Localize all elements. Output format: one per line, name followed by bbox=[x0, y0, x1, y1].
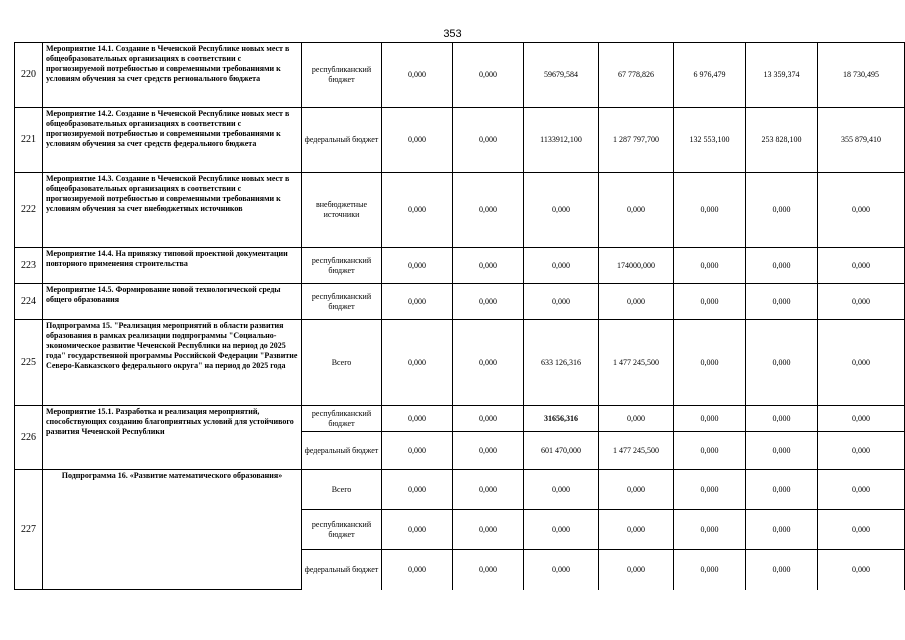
activity-name: Мероприятие 14.5. Формирование новой технологической среды общего образования bbox=[43, 284, 302, 320]
value-cell: 18 730,495 bbox=[818, 43, 905, 108]
funding-source: республиканский бюджет bbox=[302, 406, 382, 432]
table-row bbox=[15, 108, 905, 173]
value-cell: 0,000 bbox=[818, 510, 905, 550]
value-cell: 0,000 bbox=[746, 406, 818, 432]
table-row bbox=[15, 320, 905, 406]
value-cell: 0,000 bbox=[524, 510, 599, 550]
table-row bbox=[15, 248, 905, 284]
subprogram-name: Подпрограмма 15. "Реализация мероприятий в области развития образования в рамках реализации подпрограммы "Социально-экономическое развитие Чеченской Республики на период до 2025 года" государственной программы Российской Федерации "Развитие Северо-Кавказского федерального округа" на период до 2025 года bbox=[43, 320, 302, 406]
page-number: 353 bbox=[443, 28, 462, 40]
value-cell: 13 359,374 bbox=[746, 43, 818, 108]
funding-source: республиканский бюджет bbox=[302, 43, 382, 108]
subprogram-name: Подпрограмма 16. «Развитие математического образования» bbox=[43, 470, 302, 590]
value-cell: 0,000 bbox=[674, 248, 746, 284]
value-cell: 1 477 245,500 bbox=[599, 320, 674, 406]
funding-source: республиканский бюджет bbox=[302, 248, 382, 284]
value-cell: 0,000 bbox=[818, 406, 905, 432]
activity-name: Мероприятие 14.3. Создание в Чеченской Республике новых мест в общеобразовательных организациях в соответствии с прогнозируемой потребностью и современными требованиями к условиям обучения за счет внебюджетных источников bbox=[43, 173, 302, 248]
value-cell: 0,000 bbox=[746, 510, 818, 550]
value-cell: 0,000 bbox=[524, 470, 599, 510]
value-cell: 31656,316 bbox=[524, 406, 599, 432]
value-cell: 0,000 bbox=[524, 248, 599, 284]
activity-name: Мероприятие 15.1. Разработка и реализация мероприятий, способствующих созданию благоприятных условий для устойчивого развития Чеченской Республики bbox=[43, 406, 302, 470]
value-cell: 0,000 bbox=[453, 550, 524, 590]
value-cell: 0,000 bbox=[599, 406, 674, 432]
value-cell: 0,000 bbox=[524, 550, 599, 590]
value-cell: 132 553,100 bbox=[674, 108, 746, 173]
table-row bbox=[15, 470, 905, 510]
value-cell: 0,000 bbox=[674, 432, 746, 470]
value-cell: 1133912,100 bbox=[524, 108, 599, 173]
value-cell: 174000,000 bbox=[599, 248, 674, 284]
value-cell: 0,000 bbox=[674, 320, 746, 406]
value-cell: 1 477 245,500 bbox=[599, 432, 674, 470]
row-number: 227 bbox=[15, 470, 43, 590]
value-cell: 0,000 bbox=[599, 284, 674, 320]
table-row bbox=[15, 284, 905, 320]
row-number: 225 bbox=[15, 320, 43, 406]
value-cell: 0,000 bbox=[382, 43, 453, 108]
value-cell: 0,000 bbox=[382, 406, 453, 432]
table-row bbox=[15, 173, 905, 248]
value-cell: 0,000 bbox=[818, 284, 905, 320]
value-cell: 0,000 bbox=[382, 248, 453, 284]
row-number: 221 bbox=[15, 108, 43, 173]
value-cell: 0,000 bbox=[453, 510, 524, 550]
row-number: 226 bbox=[15, 406, 43, 470]
value-cell: 0,000 bbox=[746, 248, 818, 284]
value-cell: 355 879,410 bbox=[818, 108, 905, 173]
value-cell: 0,000 bbox=[674, 173, 746, 248]
value-cell: 253 828,100 bbox=[746, 108, 818, 173]
budget-table bbox=[14, 42, 905, 590]
value-cell: 0,000 bbox=[746, 284, 818, 320]
value-cell: 0,000 bbox=[599, 550, 674, 590]
value-cell: 0,000 bbox=[818, 550, 905, 590]
value-cell: 0,000 bbox=[382, 510, 453, 550]
funding-source: федеральный бюджет bbox=[302, 550, 382, 590]
value-cell: 0,000 bbox=[599, 470, 674, 510]
value-cell: 0,000 bbox=[818, 470, 905, 510]
row-number: 220 bbox=[15, 43, 43, 108]
value-cell: 0,000 bbox=[599, 510, 674, 550]
value-cell: 0,000 bbox=[599, 173, 674, 248]
value-cell: 0,000 bbox=[524, 173, 599, 248]
value-cell: 0,000 bbox=[818, 173, 905, 248]
funding-source: Всего bbox=[302, 470, 382, 510]
funding-source: республиканский бюджет bbox=[302, 510, 382, 550]
value-cell: 0,000 bbox=[674, 406, 746, 432]
value-cell: 59679,584 bbox=[524, 43, 599, 108]
funding-source: республиканский бюджет bbox=[302, 284, 382, 320]
value-cell: 0,000 bbox=[746, 550, 818, 590]
value-cell: 0,000 bbox=[674, 284, 746, 320]
value-cell: 0,000 bbox=[382, 284, 453, 320]
value-cell: 67 778,826 bbox=[599, 43, 674, 108]
value-cell: 0,000 bbox=[382, 108, 453, 173]
value-cell: 0,000 bbox=[524, 284, 599, 320]
funding-source: федеральный бюджет bbox=[302, 432, 382, 470]
row-number: 223 bbox=[15, 248, 43, 284]
table-row bbox=[15, 43, 905, 108]
value-cell: 0,000 bbox=[453, 432, 524, 470]
value-cell: 1 287 797,700 bbox=[599, 108, 674, 173]
value-cell: 0,000 bbox=[453, 173, 524, 248]
value-cell: 0,000 bbox=[382, 173, 453, 248]
value-cell: 633 126,316 bbox=[524, 320, 599, 406]
row-number: 224 bbox=[15, 284, 43, 320]
value-cell: 0,000 bbox=[453, 248, 524, 284]
activity-name: Мероприятие 14.1. Создание в Чеченской Республике новых мест в общеобразовательных организациях в соответствии с прогнозируемой потребностью и современными требованиями к условиям обучения за счет средств регионального бюджета bbox=[43, 43, 302, 108]
funding-source: внебюджетные источники bbox=[302, 173, 382, 248]
funding-source: федеральный бюджет bbox=[302, 108, 382, 173]
activity-name: Мероприятие 14.2. Создание в Чеченской Республике новых мест в общеобразовательных организациях в соответствии с прогнозируемой потребностью и современными требованиями к условиям обучения за счет средств федерального бюджета bbox=[43, 108, 302, 173]
value-cell: 0,000 bbox=[453, 284, 524, 320]
value-cell: 0,000 bbox=[818, 248, 905, 284]
funding-source: Всего bbox=[302, 320, 382, 406]
value-cell: 0,000 bbox=[746, 470, 818, 510]
value-cell: 0,000 bbox=[818, 320, 905, 406]
table-row bbox=[15, 406, 905, 432]
row-number: 222 bbox=[15, 173, 43, 248]
value-cell: 0,000 bbox=[453, 108, 524, 173]
value-cell: 0,000 bbox=[818, 432, 905, 470]
value-cell: 0,000 bbox=[382, 320, 453, 406]
value-cell: 0,000 bbox=[746, 320, 818, 406]
value-cell: 0,000 bbox=[674, 470, 746, 510]
value-cell: 6 976,479 bbox=[674, 43, 746, 108]
value-cell: 0,000 bbox=[382, 432, 453, 470]
value-cell: 0,000 bbox=[382, 550, 453, 590]
activity-name: Мероприятие 14.4. На привязку типовой проектной документации повторного применения строительства bbox=[43, 248, 302, 284]
value-cell: 0,000 bbox=[674, 550, 746, 590]
value-cell: 0,000 bbox=[453, 470, 524, 510]
value-cell: 0,000 bbox=[674, 510, 746, 550]
value-cell: 601 470,000 bbox=[524, 432, 599, 470]
value-cell: 0,000 bbox=[453, 43, 524, 108]
value-cell: 0,000 bbox=[746, 173, 818, 248]
value-cell: 0,000 bbox=[453, 320, 524, 406]
value-cell: 0,000 bbox=[382, 470, 453, 510]
value-cell: 0,000 bbox=[746, 432, 818, 470]
value-cell: 0,000 bbox=[453, 406, 524, 432]
